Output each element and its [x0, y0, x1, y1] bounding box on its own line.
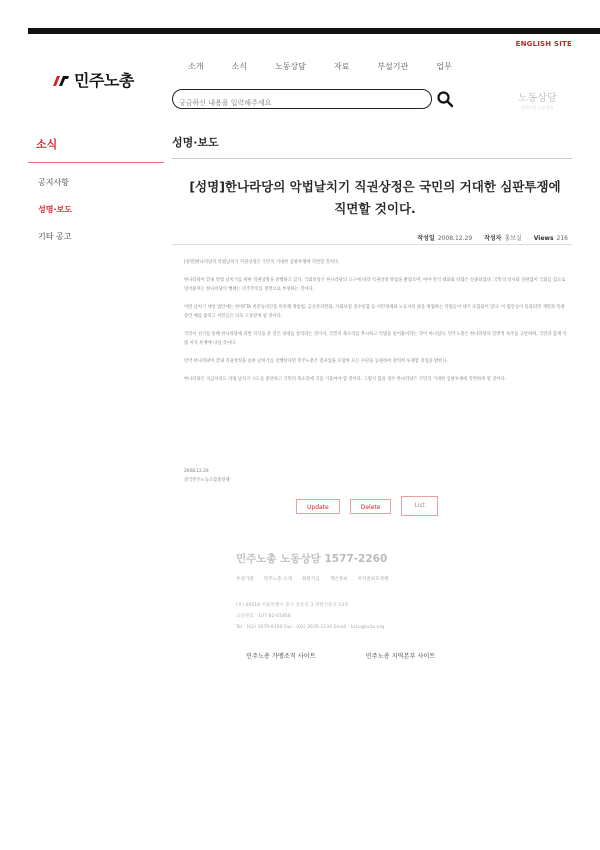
- search-icon[interactable]: [436, 90, 454, 108]
- footer-link[interactable]: 회원가입: [301, 577, 320, 582]
- article-paragraph: 이번 날치기 대상 법안에는 한미FTA 비준동의안을 비롯해 방송법, 금산분리완화, 사회보험 징수통합 등 서민경제와 노동자의 삶을 위협하는 악법들이 대거 포함되어 있다. 이 법안들이 통과되면 재벌과 특권층만 배를 불리고 서민들은 더욱 고통받게 될 것이다.: [184, 305, 565, 319]
- top-bar: [28, 28, 600, 34]
- footer-address-line: (우) 04518 서울특별시 중구 정동길 3 경향신문사 13층: [236, 603, 349, 608]
- article-buttons: [296, 496, 438, 516]
- logo[interactable]: [52, 68, 134, 91]
- footer-address: [236, 600, 384, 633]
- search-input[interactable]: [179, 94, 409, 112]
- sidebar-item-other-notices[interactable]: 기타 공고: [38, 232, 72, 241]
- footer-link[interactable]: 개인정보: [329, 577, 348, 582]
- article-title-line-2: 직면할 것이다.: [334, 201, 416, 216]
- global-nav: [188, 61, 480, 72]
- nav-item-about[interactable]: 소개: [188, 62, 204, 71]
- article-meta: [407, 233, 568, 242]
- article-paragraph: 한나라당이 끝내 악법 날치기를 위한 직권상정을 강행하고 있다. 국회의장은 한나라당의 요구에 따라 직권상정 방침을 밝혔으며, 여야 간의 대화와 타협은 실종되었다. 국민의 의사와 상관없이 국회를 힘으로 밀어붙이는 한나라당의 행태는 민주주의를 정면으로 부정하는 것이다.: [184, 278, 566, 292]
- counsel-subtitle: 민주노총 노동상담: [521, 105, 554, 110]
- logo-text: 민주노총: [74, 71, 134, 90]
- nav-item-resources[interactable]: 자료: [333, 62, 350, 71]
- article-views: 216: [556, 235, 568, 242]
- footer-links: [236, 576, 388, 582]
- article-author: 홍보실: [504, 235, 522, 242]
- article-signature: [184, 467, 230, 485]
- nav-item-affiliates[interactable]: 부설기관: [377, 62, 409, 71]
- sidebar-divider: [28, 162, 164, 163]
- english-site-link[interactable]: ENGLISH SITE: [515, 40, 572, 48]
- update-button[interactable]: Update: [296, 499, 340, 514]
- article-paragraph: 한나라당은 지금이라도 악법 날치기 시도를 중단하고 국민의 목소리에 귀를 기울여야 할 것이다. 그렇지 않을 경우 한나라당은 국민의 거대한 심판투쟁에 직면하게 될 것이다.: [184, 377, 506, 382]
- list-button[interactable]: List: [401, 496, 438, 516]
- footer-link[interactable]: 민주노총 소개: [263, 577, 292, 582]
- footer-title: 민주노총 노동상담 1577-2260: [236, 553, 388, 565]
- article-paragraph: [성명]한나라당의 악법날치기 직권상정은 국민의 거대한 심판투쟁에 직면할 것이다.: [184, 260, 340, 265]
- article-title: [180, 176, 570, 220]
- counsel-title: 노동상담: [518, 93, 557, 104]
- footer-bizno: 고유번호 : 107-82-61858: [236, 614, 291, 619]
- author-label: 작성자: [484, 235, 502, 242]
- title-divider: [172, 158, 572, 159]
- footer-link[interactable]: 저작권보호정책: [357, 577, 389, 582]
- article-paragraph: 만약 한나라당이 끝내 직권상정을 통한 날치기를 강행한다면 민주노총은 총파업을 포함한 모든 수단을 동원하여 강력히 투쟁할 것임을 밝힌다.: [184, 359, 448, 364]
- footer-site-links: [246, 651, 435, 660]
- regional-sites-link[interactable]: 민주노총 지역본부 사이트: [365, 653, 436, 660]
- logo-mark-icon: [52, 73, 70, 87]
- nav-item-work[interactable]: 업무: [436, 62, 452, 71]
- sidebar-title: 소식: [36, 138, 58, 151]
- signature-date: 2008.12.29: [184, 469, 209, 474]
- footer-contact: Tel : (02) 2670-9100 Fax : (02) 2635-1134 Email : kctu@kctu.org: [236, 625, 385, 630]
- delete-button[interactable]: Delete: [350, 499, 392, 514]
- page-title: 성명·보도: [172, 136, 219, 149]
- views-label: Views: [533, 235, 554, 242]
- article-paragraph: 국민이 선거를 통해 한나라당에 과반 의석을 준 것은 경제를 살리라는 것이지, 국민의 목소리를 무시하고 악법을 밀어붙이라는 것이 아니었다. 민주노총은 한나라당의 일방적 독주를 규탄하며, 국민과 함께 악법 저지 투쟁에 나설 것이다.: [184, 332, 567, 346]
- affiliate-sites-link[interactable]: 민주노총 가맹조직 사이트: [246, 653, 316, 660]
- nav-item-news[interactable]: 소식: [231, 62, 247, 71]
- footer-link[interactable]: 부설기관: [236, 577, 254, 582]
- counsel-banner[interactable]: [518, 89, 557, 111]
- signature-org: 전국민주노동조합총연맹: [184, 478, 230, 483]
- nav-item-counsel[interactable]: 노동상담: [274, 62, 306, 71]
- article-title-line-1: [성명]한나라당의 악법날치기 직권상정은 국민의 거대한 심판투쟁에: [189, 179, 561, 194]
- sidebar-item-notice[interactable]: 공지사항: [38, 178, 69, 187]
- search-box: [172, 89, 432, 109]
- article-body: [184, 258, 568, 393]
- article-date: 2008.12.29: [437, 235, 473, 242]
- meta-divider: [172, 244, 572, 245]
- date-label: 작성일: [417, 235, 435, 242]
- sidebar-item-statements[interactable]: 성명·보도: [38, 205, 72, 214]
